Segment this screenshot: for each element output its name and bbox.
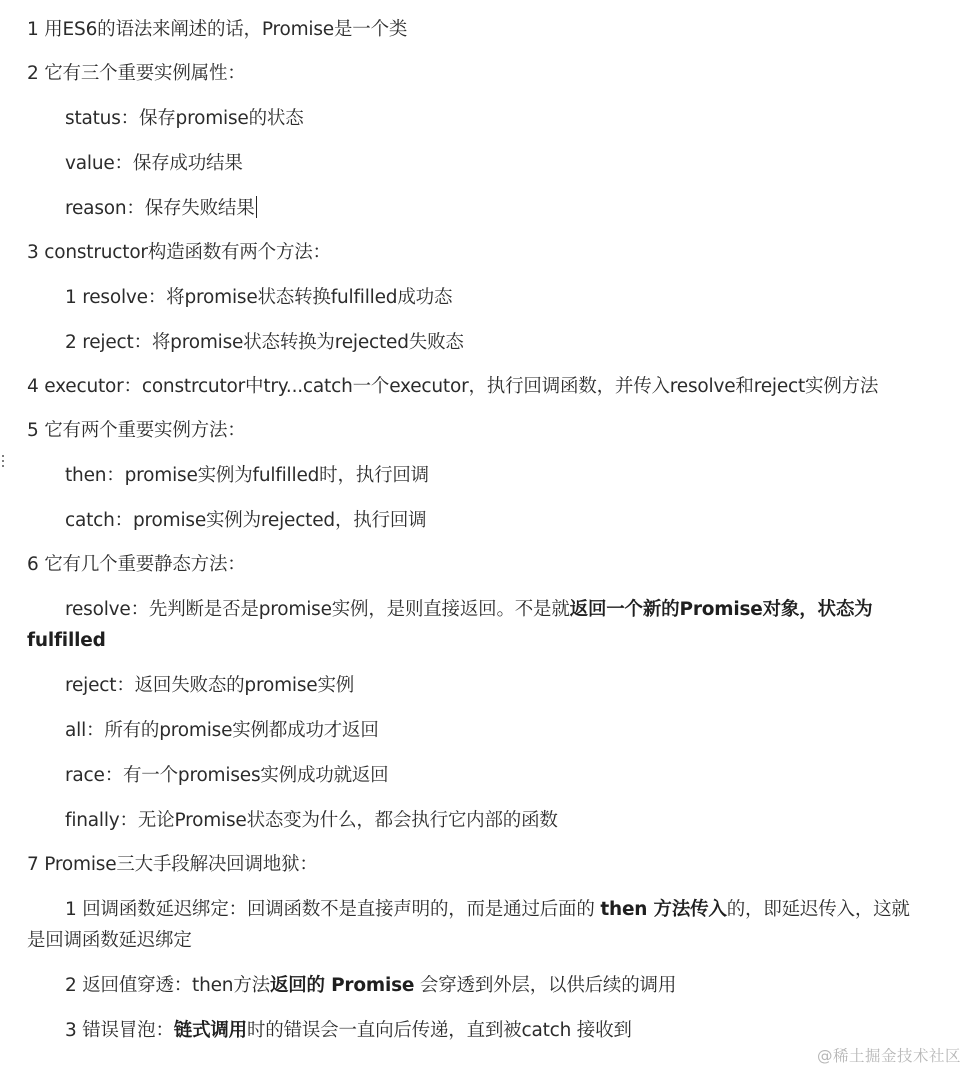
list-item-reason[interactable] — [27, 193, 927, 224]
paragraph-text: finally：无论Promise状态变为什么，都会执行它内部的函数 — [65, 810, 558, 831]
paragraph-text: then：promise实例为fulfilled时，执行回调 — [65, 465, 429, 486]
list-item-status[interactable] — [27, 103, 927, 134]
paragraph-text: race：有一个promises实例成功就返回 — [65, 765, 389, 786]
paragraph-text: catch：promise实例为rejected，执行回调 — [65, 510, 427, 531]
list-item-resolve[interactable] — [27, 282, 927, 313]
paragraph-4[interactable] — [27, 371, 917, 402]
paragraph-text: 4 executor：constrcutor中try...catch一个executor，执行回调函数，并传入resolve和reject实例方法 — [27, 376, 879, 397]
document-body — [27, 0, 927, 1046]
paragraph-text: 6 它有几个重要静态方法： — [27, 554, 246, 575]
list-item-value[interactable] — [27, 148, 927, 179]
text-cursor — [256, 196, 257, 218]
paragraph-6[interactable] — [27, 549, 927, 580]
paragraph-text: 会穿透到外层，以供后续的调用 — [414, 975, 677, 996]
paragraph-7[interactable] — [27, 849, 927, 880]
paragraph-text: value：保存成功结果 — [65, 153, 243, 174]
paragraph-text: reason：保存失败结果 — [65, 198, 255, 219]
paragraph-text: 5 它有两个重要实例方法： — [27, 420, 246, 441]
paragraph-5[interactable] — [27, 415, 927, 446]
paragraph-text: 2 reject：将promise状态转换为rejected失败态 — [65, 332, 464, 353]
bold-text: 返回的 Promise — [269, 975, 415, 996]
paragraph-3[interactable] — [27, 237, 927, 268]
bold-text: 返回一个新的Promise对象，状态为fulfilled — [27, 599, 873, 651]
paragraph-text: status：保存promise的状态 — [65, 108, 304, 129]
watermark: @稀土掘金技术社区 — [816, 1047, 961, 1065]
list-item-callback-binding[interactable] — [27, 894, 917, 956]
paragraph-text: 1 用ES6的语法来阐述的话，Promise是一个类 — [27, 19, 408, 40]
paragraph-2[interactable] — [27, 58, 927, 89]
list-item-static-resolve[interactable] — [27, 594, 917, 656]
paragraph-text: reject：返回失败态的promise实例 — [65, 675, 355, 696]
paragraph-text: 1 回调函数延迟绑定：回调函数不是直接声明的，而是通过后面的 — [65, 899, 601, 920]
list-item-reject[interactable] — [27, 327, 927, 358]
paragraph-text: 1 resolve：将promise状态转换fulfilled成功态 — [65, 287, 453, 308]
paragraph-text: 时的错误会一直向后传递，直到被catch 接收到 — [246, 1020, 632, 1041]
block-drag-handle[interactable] — [0, 455, 6, 475]
paragraph-text: 7 Promise三大手段解决回调地狱： — [27, 854, 318, 875]
list-item-race[interactable] — [27, 760, 927, 791]
list-item-then[interactable] — [27, 460, 927, 491]
paragraph-text: 2 它有三个重要实例属性： — [27, 63, 246, 84]
paragraph-text: 3 constructor构造函数有两个方法： — [27, 242, 331, 263]
list-item-return-value[interactable] — [27, 970, 927, 1001]
list-item-catch[interactable] — [27, 505, 927, 536]
paragraph-text: all：所有的promise实例都成功才返回 — [65, 720, 379, 741]
bold-text: 链式调用 — [173, 1020, 247, 1041]
list-item-finally[interactable] — [27, 805, 927, 836]
paragraph-text: resolve：先判断是否是promise实例，是则直接返回。不是就 — [65, 599, 570, 620]
list-item-error-bubbling[interactable] — [27, 1015, 927, 1046]
list-item-all[interactable] — [27, 715, 927, 746]
paragraph-text: 的，即延迟传入，这就是回调函数延迟绑定 — [27, 899, 910, 951]
paragraph-text: 3 错误冒泡： — [65, 1020, 174, 1041]
paragraph-text: 2 返回值穿透：then方法 — [65, 975, 270, 996]
bold-text: then 方法传入 — [600, 899, 727, 920]
list-item-static-reject[interactable] — [27, 670, 927, 701]
paragraph-1[interactable] — [27, 14, 927, 45]
